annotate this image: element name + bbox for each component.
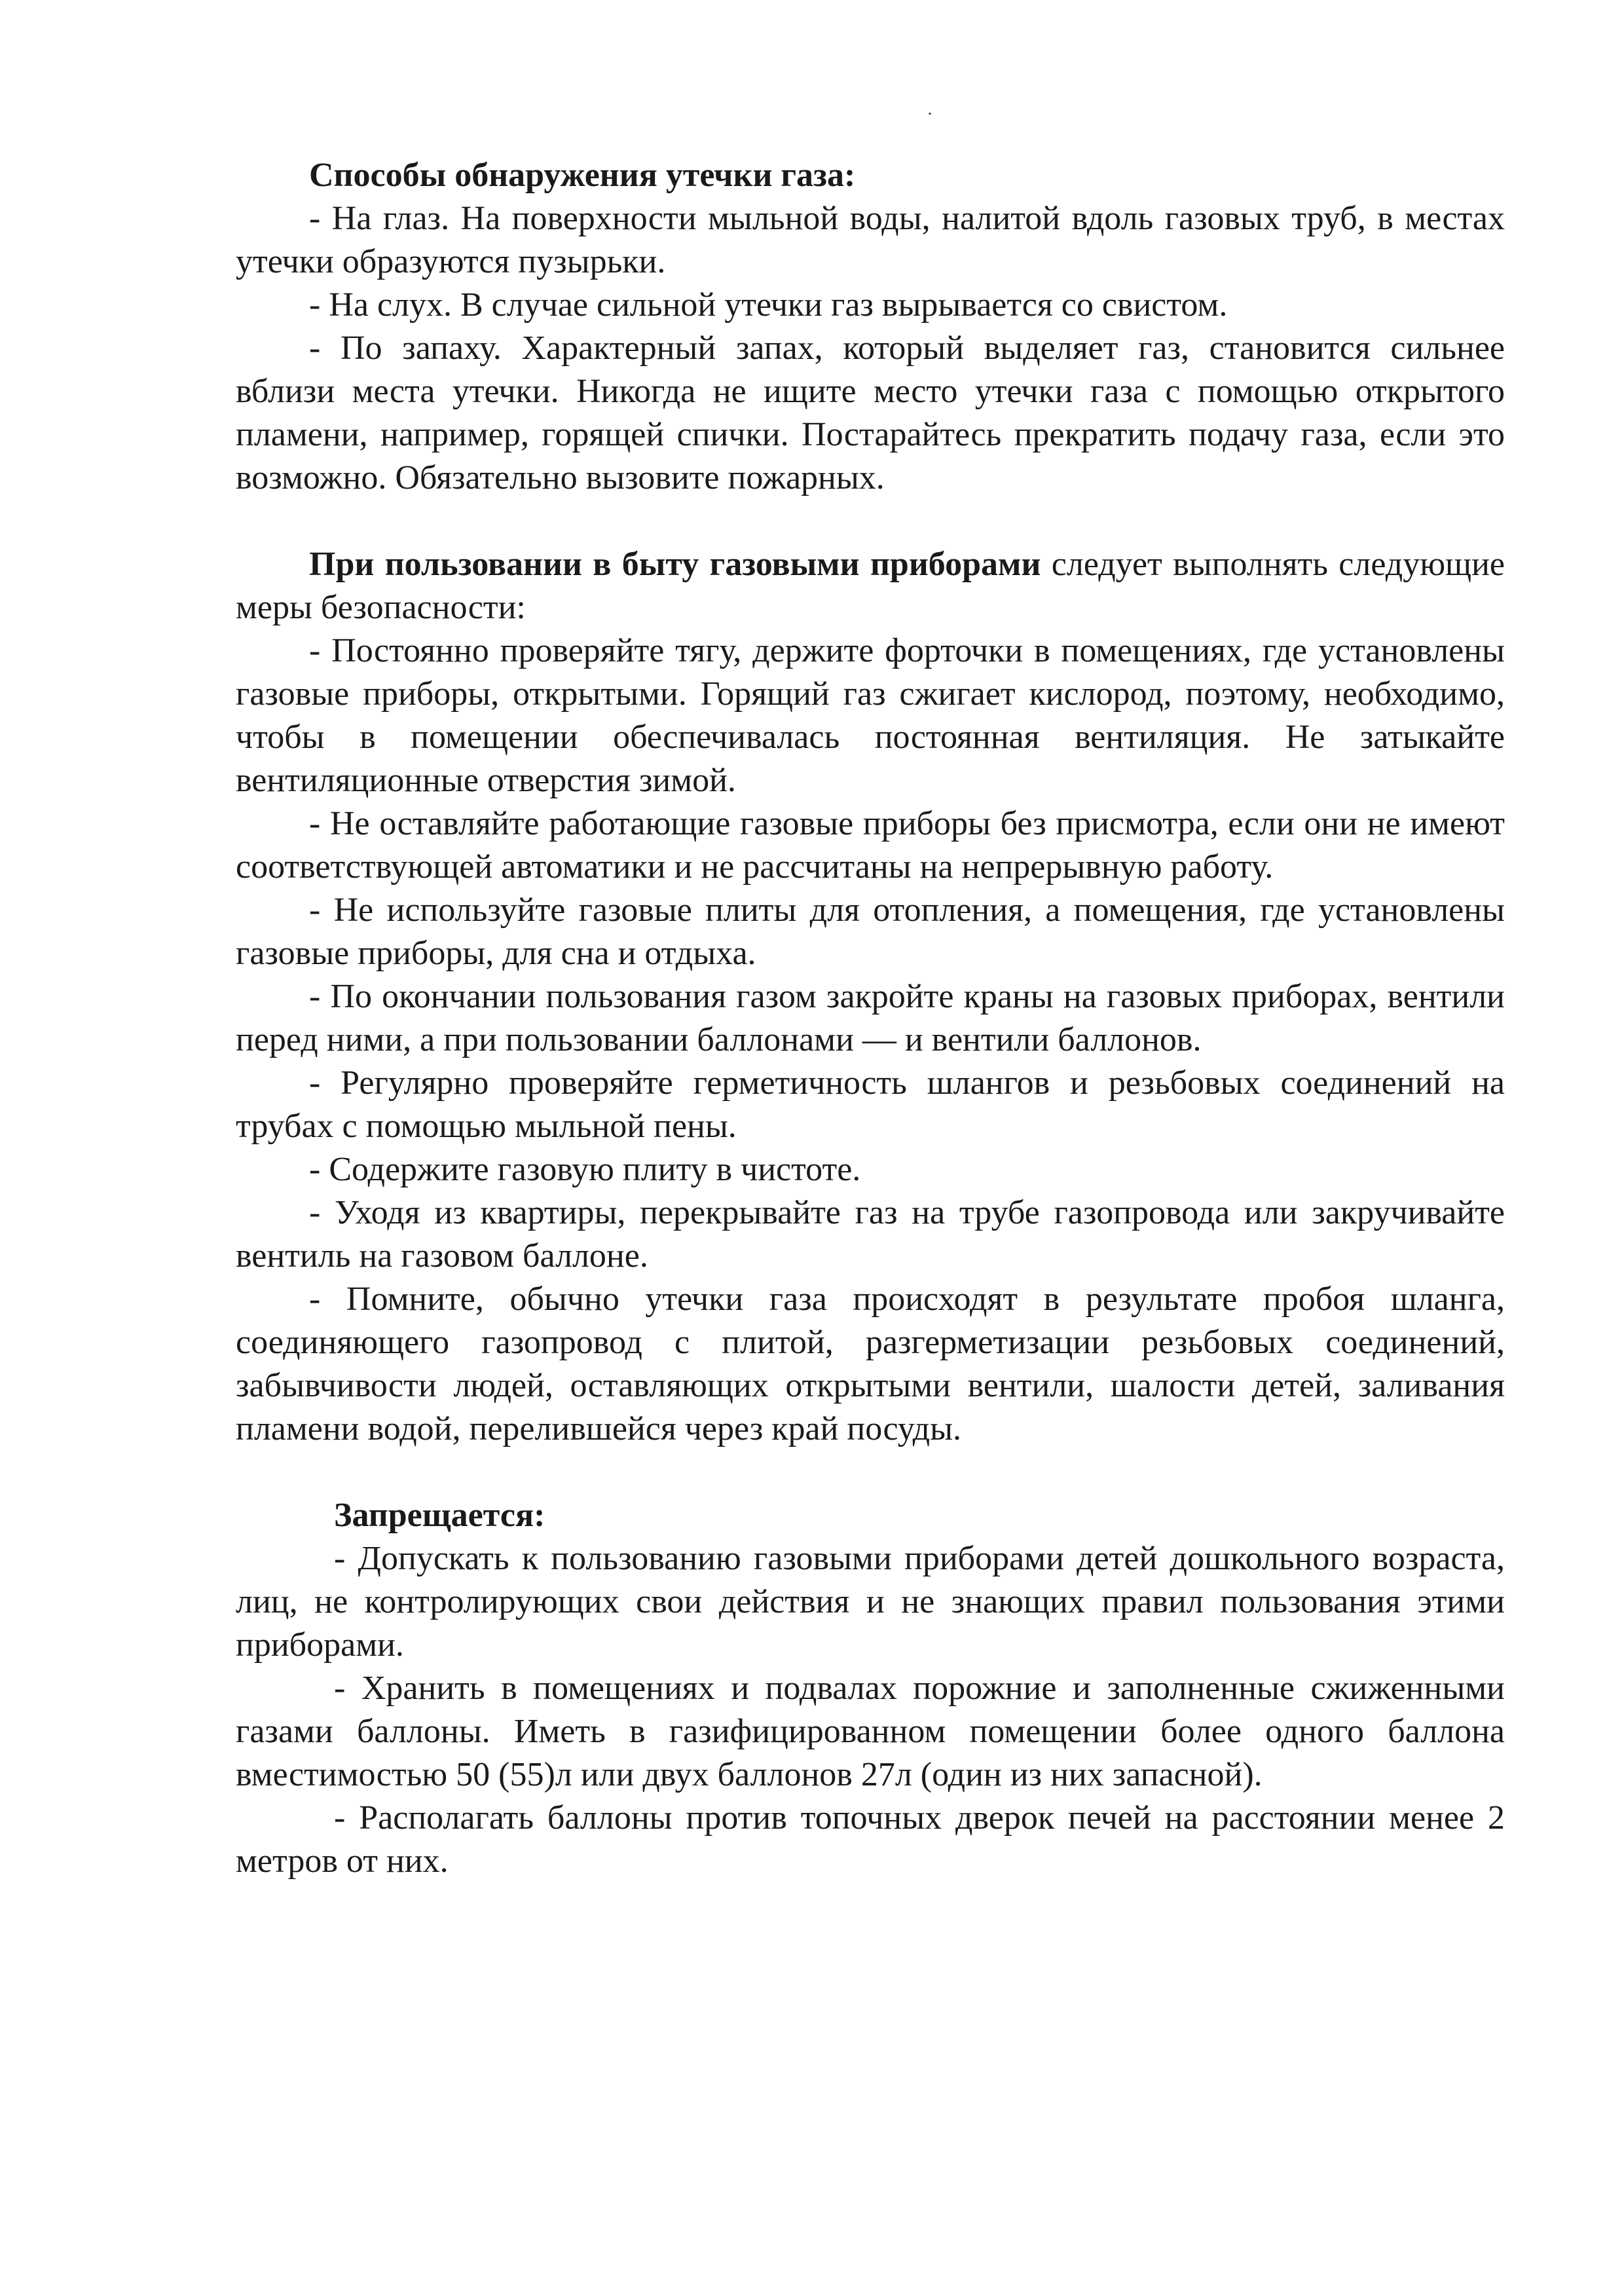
section-lead-bold: При пользовании в быту газовыми приборами: [309, 546, 1041, 583]
section-heading: Запрещается:: [334, 1497, 545, 1534]
section-lead: [236, 543, 1505, 629]
list-item: - Хранить в помещениях и подвалах порожние и заполненные сжиженными газами баллоны. Иметь в газифицированном помещении более одного баллона вместимостью 50 (55)л или двух баллонов 27л (один из них запасной).: [236, 1670, 1505, 1793]
document-page: [236, 154, 1505, 1883]
section-heading: Способы обнаружения утечки газа:: [309, 157, 856, 194]
list-item: - Помните, обычно утечки газа происходят в результате пробоя шланга, соединяющего газопровод с плитой, разгерметизации резьбовых соединений, забывчивости людей, оставляющих открытыми вентили, шалости детей, заливания пламени водой, перелившейся через край посуды.: [236, 1280, 1505, 1447]
list-item: - Не оставляйте работающие газовые приборы без присмотра, если они не имеют соответствующей автоматики и не рассчитаны на непрерывную работу.: [236, 805, 1505, 886]
list-item: - Регулярно проверяйте герметичность шлангов и резьбовых соединений на трубах с помощью мыльной пены.: [236, 1064, 1505, 1145]
section-lead-rest: следует выполнять следующие меры безопасности:: [236, 546, 1505, 626]
list-item: - Не используйте газовые плиты для отопления, а помещения, где установлены газовые приборы, для сна и отдыха.: [236, 891, 1505, 972]
list-item: - По запаху. Характерный запах, который выделяет газ, становится сильнее вблизи места утечки. Никогда не ищите место утечки газа с помощью открытого пламени, например, горящей спички. Постарайтесь прекратить подачу газа, если это возможно. Обязательно вызовите пожарных.: [236, 329, 1505, 496]
section-leak-detection: [236, 154, 1505, 500]
list-item: - Допускать к пользованию газовыми приборами детей дошкольного возраста, лиц, не контролирующих свои действия и не знающих правил пользования этими приборами.: [236, 1540, 1505, 1664]
list-item: - Уходя из квартиры, перекрывайте газ на трубе газопровода или закручивайте вентиль на газовом баллоне.: [236, 1194, 1505, 1275]
list-item: - Содержите газовую плиту в чистоте.: [309, 1151, 861, 1188]
list-item: - На слух. В случае сильной утечки газ вырывается со свистом.: [309, 286, 1228, 324]
section-prohibited: [236, 1494, 1505, 1883]
scan-speck: [929, 113, 931, 115]
section-household-safety: [236, 543, 1505, 1451]
list-item: - По окончании пользования газом закройте краны на газовых приборах, вентили перед ними, а при пользовании баллонами — и вентили баллонов.: [236, 978, 1505, 1058]
list-item: - На глаз. На поверхности мыльной воды, налитой вдоль газовых труб, в местах утечки образуются пузырьки.: [236, 200, 1505, 280]
list-item: - Располагать баллоны против топочных дверок печей на расстоянии менее 2 метров от них.: [236, 1799, 1505, 1880]
list-item: - Постоянно проверяйте тягу, держите форточки в помещениях, где установлены газовые приборы, открытыми. Горящий газ сжигает кислород, поэтому, необходимо, чтобы в помещении обеспечивалась постоянная вентиляция. Не затыкайте вентиляционные отверстия зимой.: [236, 632, 1505, 799]
